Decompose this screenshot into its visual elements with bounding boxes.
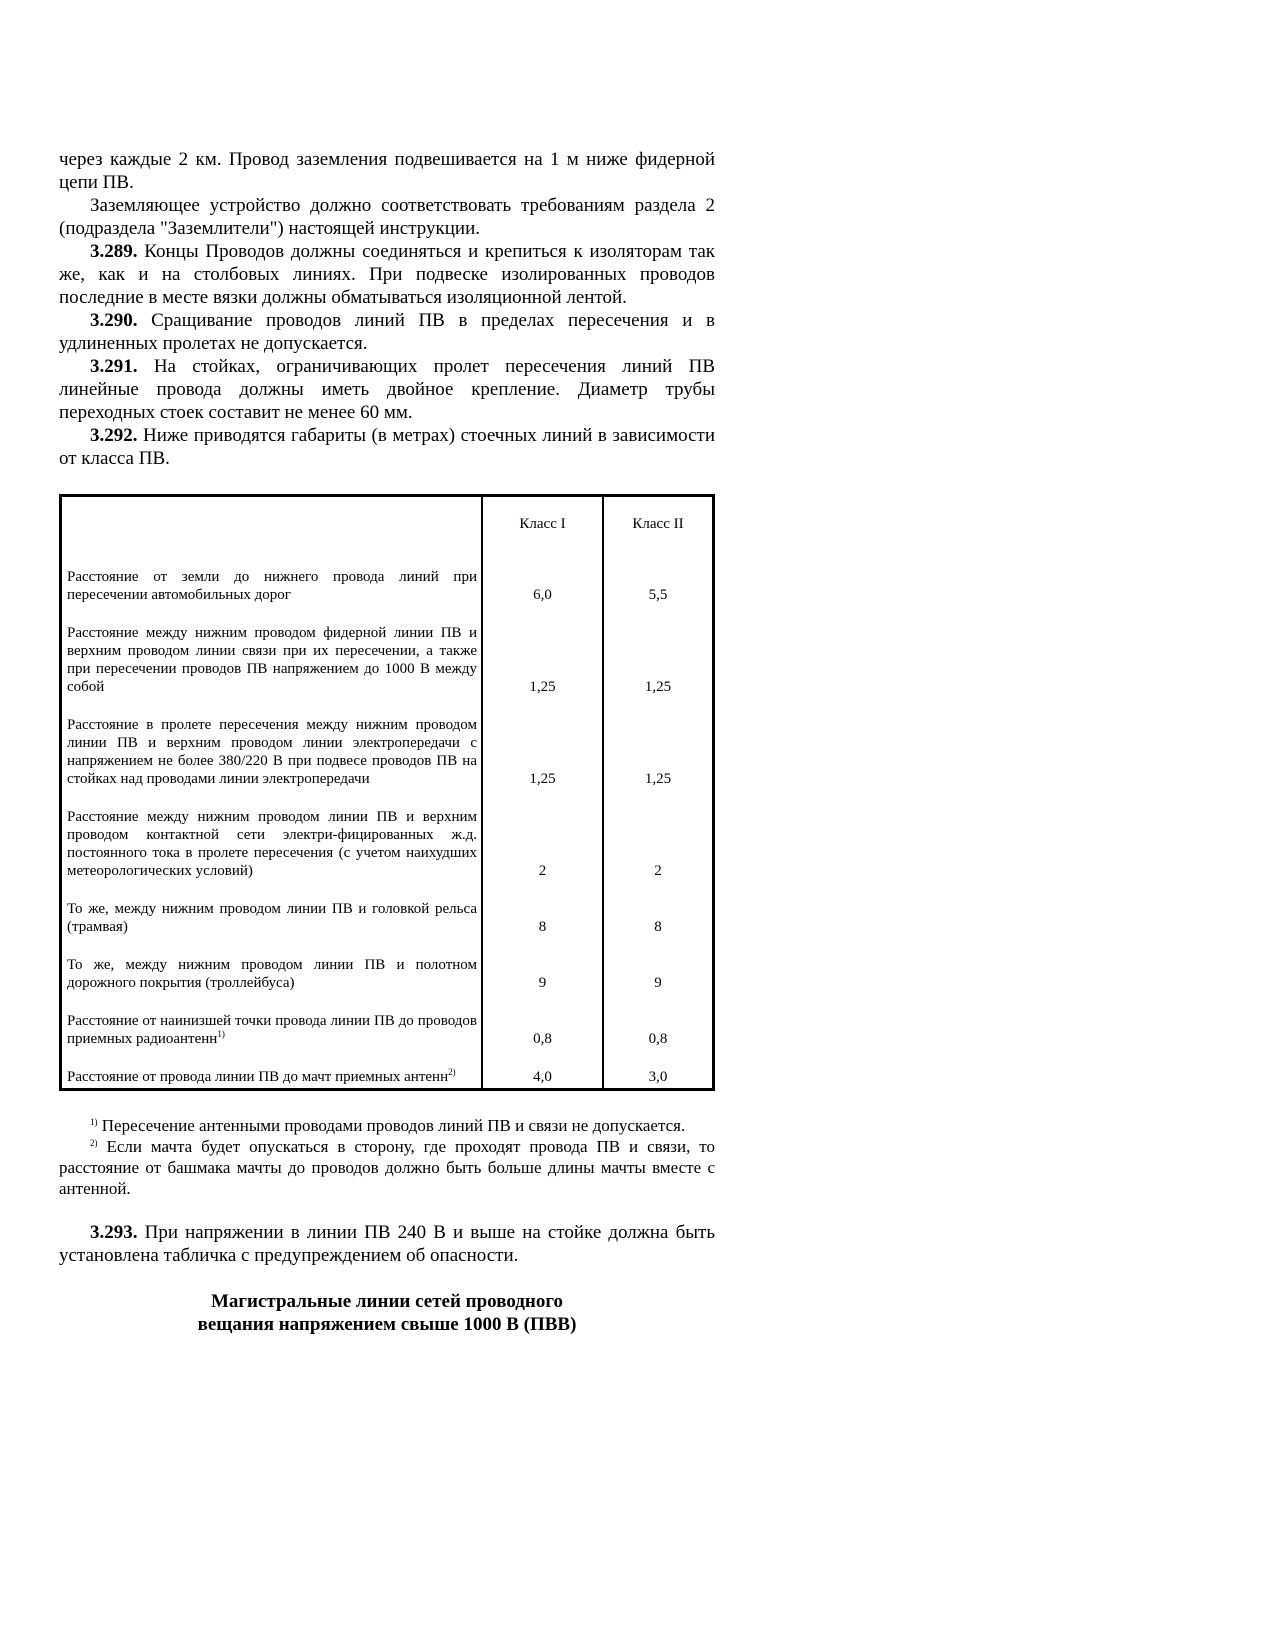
row-value-class-2: 1,25 <box>644 771 672 787</box>
row-value-class-1: 8 <box>482 882 603 938</box>
row-value-class-1: 4,0 <box>482 1050 603 1090</box>
row-description: Расстояние между нижним проводом фидерной линии ПВ и верхним проводом линии связи при их пересечении, а также при пересечении проводов ПВ напряжением до 1000 В между собой <box>61 606 483 698</box>
clause-text: При напряжении в линии ПВ 240 В и выше на стойке должна быть установлена табличка с предупреждением об опасности. <box>59 1222 715 1266</box>
row-value-class-1: 1,25 <box>482 606 603 698</box>
row-value-class-2: 1,25 <box>644 679 672 695</box>
row-value-class-1: 1,25 <box>482 698 603 790</box>
footnote-2: $^{2)}$ Если мачта будет опускаться в сторону, где проходят провода ПВ и связи, то расстояние от башмака мачты до проводов должно быть больше длины мачты вместе с антенной. <box>59 1137 715 1198</box>
clause-text: Сращивание проводов линий ПВ в пределах пересечения и в удлиненных пролетах не допускается. <box>59 310 715 354</box>
table-row <box>61 994 714 1050</box>
table-row <box>61 1050 714 1090</box>
paragraph-3-293 <box>59 1221 715 1267</box>
row-value-class-2: 0,8 <box>648 1031 668 1047</box>
clause-number: 3.289. <box>90 241 138 262</box>
clearance-table <box>59 494 715 1091</box>
table-row <box>61 698 714 790</box>
row-value-class-1: 0,8 <box>482 994 603 1050</box>
section-heading <box>59 1290 715 1336</box>
row-value-class-2: 5,5 <box>648 587 668 603</box>
paragraph-3-289 <box>59 240 715 309</box>
row-description: Расстояние от наинизшей точки провода линии ПВ до проводов приемных радиоантенн$^{1)}$ <box>61 994 483 1050</box>
clause-number: 3.291. <box>90 356 138 377</box>
paragraph-grounding: Заземляющее устройство должно соответствовать требованиям раздела 2 (подраздела "Заземлители") настоящей инструкции. <box>59 195 715 239</box>
header-cell-class-2: Класс II <box>632 515 684 532</box>
row-value-class-2: 9 <box>654 975 662 991</box>
table-row <box>61 606 714 698</box>
row-description: Расстояние от провода линии ПВ до мачт приемных антенн$^{2)}$ <box>61 1050 483 1090</box>
table-header-row <box>61 496 714 551</box>
clause-number: 3.290. <box>90 310 138 331</box>
row-value-class-1: 6,0 <box>482 550 603 606</box>
row-description: Расстояние в пролете пересечения между нижним проводом линии ПВ и верхним проводом линии электропередачи с напряжением не более 380/220 В при подвесе проводов ПВ на стойках над проводами линии электропередачи <box>61 698 483 790</box>
clause-text: Концы Проводов должны соединяться и крепиться к изоляторам так же, как и на столбовых линиях. При подвеске изолированных проводов последние в месте вязки должны обматываться изоляционной лентой. <box>59 241 715 308</box>
row-value-class-1: 9 <box>482 938 603 994</box>
clause-text: Ниже приводятся габариты (в метрах) стоечных линий в зависимости от класса ПВ. <box>59 425 715 469</box>
footnote-mark: 2) <box>90 1138 98 1148</box>
clause-number: 3.292. <box>90 425 138 446</box>
paragraph-continuation: через каждые 2 км. Провод заземления подвешивается на 1 м ниже фидерной цепи ПВ. <box>59 149 715 193</box>
table-row <box>61 550 714 606</box>
paragraph-3-290 <box>59 309 715 355</box>
paragraph-3-292 <box>59 424 715 470</box>
header-cell-class-1: Класс I <box>482 496 603 551</box>
row-value-class-2: 2 <box>654 863 662 879</box>
paragraph-3-291 <box>59 355 715 424</box>
footnote-ref: 2) <box>448 1067 456 1077</box>
footnotes <box>59 1115 715 1199</box>
footnote-mark: 1) <box>90 1117 98 1127</box>
row-value-class-2: 8 <box>654 919 662 935</box>
section-heading-line-2: вещания напряжением свыше 1000 В (ПВВ) <box>197 1314 577 1335</box>
table-row <box>61 790 714 882</box>
row-value-class-1: 2 <box>482 790 603 882</box>
section-heading-line-1: Магистральные линии сетей проводного <box>210 1291 563 1312</box>
row-description: То же, между нижним проводом линии ПВ и головкой рельса (трамвая) <box>61 882 483 938</box>
table-row <box>61 882 714 938</box>
row-value-class-2: 3,0 <box>648 1069 668 1085</box>
row-description: Расстояние от земли до нижнего провода линий при пересечении автомобильных дорог <box>61 550 483 606</box>
table-row <box>61 938 714 994</box>
header-cell-empty <box>61 496 483 551</box>
document-page <box>59 148 715 1336</box>
footnote-ref: 1) <box>217 1029 225 1039</box>
clause-text: На стойках, ограничивающих пролет пересечения линий ПВ линейные провода должны иметь двойное крепление. Диаметр трубы переходных стоек составит не менее 60 мм. <box>59 356 715 423</box>
footnote-1: $^{1)}$ Пересечение антенными проводами проводов линий ПВ и связи не допускается. <box>90 1116 686 1135</box>
clause-number: 3.293. <box>90 1222 138 1243</box>
row-description: То же, между нижним проводом линии ПВ и полотном дорожного покрытия (троллейбуса) <box>61 938 483 994</box>
row-description: Расстояние между нижним проводом линии ПВ и верхним проводом контактной сети электри-фицированных ж.д. постоянного тока в пролете пересечения (с учетом наихудших метеорологических условий) <box>61 790 483 882</box>
